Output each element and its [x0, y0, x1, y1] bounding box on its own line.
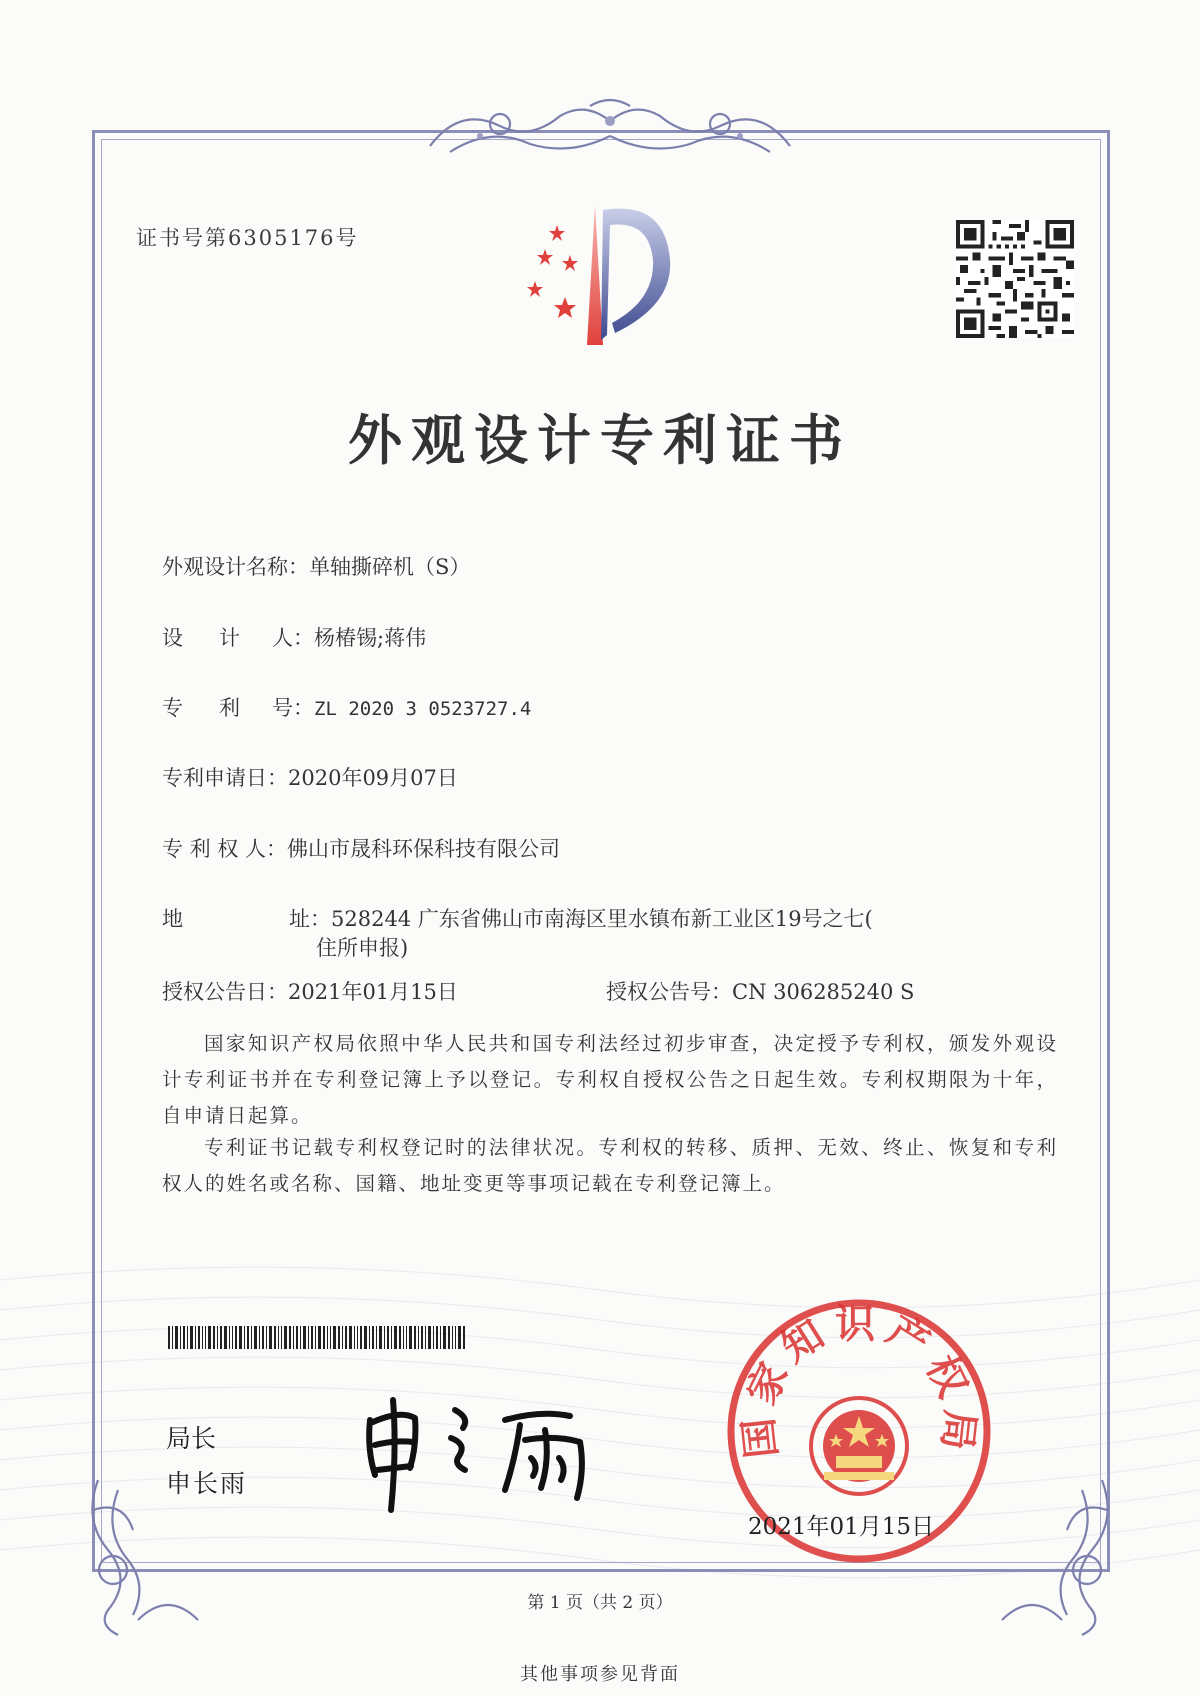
field-patent-number	[162, 692, 531, 722]
field-grant-number	[606, 976, 914, 1006]
field-design-name	[162, 551, 470, 581]
designer-value: 杨椿锡;蒋伟	[314, 626, 427, 650]
design-name-value: 单轴撕碎机（S）	[309, 555, 471, 579]
address-label-c: 址：	[289, 907, 331, 931]
page-indicator: 第 1 页（共 2 页）	[527, 1593, 673, 1613]
patent-no-label-a: 专	[162, 696, 183, 720]
barcode	[168, 1326, 466, 1349]
design-name-label: 外观设计名称：	[162, 555, 309, 579]
body-paragraph-1: 国家知识产权局依照中华人民共和国专利法经过初步审查，决定授予专利权，颁发外观设计专利证书并在专利登记簿上予以登记。专利权自授权公告之日起生效。专利权期限为十年，自申请日起算。	[162, 1032, 1058, 1127]
patentee-value: 佛山市晟科环保科技有限公司	[287, 837, 561, 861]
certificate-number: 证书号第6305176号	[136, 226, 359, 250]
patent-no-value: ZL 2020 3 0523727.4	[314, 698, 532, 720]
signatory-name: 申长雨	[166, 1469, 248, 1498]
patentee-label: 专 利 权 人：	[162, 837, 288, 861]
qr-code	[956, 220, 1074, 338]
body-paragraph-2: 专利证书记载专利权登记时的法律状况。专利权的转移、质押、无效、终止、恢复和专利权人的姓名或名称、国籍、地址变更等事项记载在专利登记簿上。	[162, 1136, 1058, 1195]
field-designer	[162, 622, 426, 652]
designer-label-b: 计	[219, 626, 240, 650]
patent-no-label-b: 利	[219, 696, 240, 720]
field-grant-date	[162, 976, 458, 1006]
address-value-line2: 住所申报)	[316, 936, 409, 960]
address-value-line1: 528244 广东省佛山市南海区里水镇布新工业区19号之七(	[331, 907, 873, 931]
seal-text: 国家知识产权局	[734, 1300, 984, 1461]
grant-no-value: CN 306285240 S	[732, 980, 915, 1004]
field-address	[162, 903, 873, 933]
certificate-title: 外观设计专利证书	[348, 408, 852, 472]
application-date-value: 2020年09月07日	[288, 766, 458, 790]
seal-date: 2021年01月15日	[748, 1514, 935, 1540]
signatory-title: 局长	[166, 1424, 217, 1453]
top-scroll-ornament	[420, 96, 800, 160]
handwritten-signature	[355, 1380, 615, 1520]
patent-no-label-c: 号：	[272, 696, 314, 720]
back-note: 其他事项参见背面	[520, 1664, 680, 1685]
corner-ornament-right	[992, 1470, 1122, 1640]
grant-date-value: 2021年01月15日	[288, 980, 458, 1004]
application-date-label: 专利申请日：	[162, 766, 288, 790]
address-label-a: 地	[162, 907, 183, 931]
field-patentee	[162, 833, 560, 863]
designer-label-c: 人：	[272, 626, 314, 650]
grant-date-label: 授权公告日：	[162, 980, 288, 1004]
designer-label-a: 设	[162, 626, 183, 650]
cnipa-logo-icon	[515, 205, 695, 355]
field-application-date	[162, 762, 458, 792]
grant-no-label: 授权公告号：	[606, 980, 732, 1004]
